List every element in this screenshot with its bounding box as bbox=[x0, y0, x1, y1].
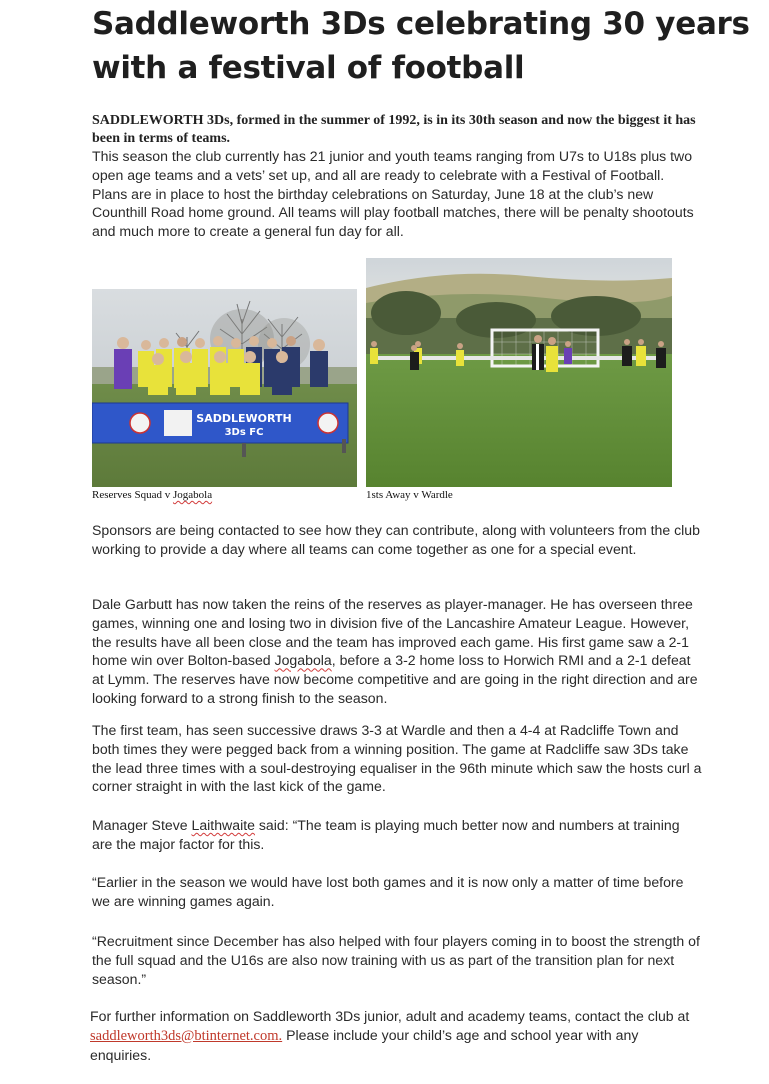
banner-line-2: 3Ds FC bbox=[224, 427, 264, 438]
article-lead: SADDLEWORTH 3Ds, formed in the summer of 1992, is in its 30th season and now the biggest it has been in terms of teams. bbox=[92, 113, 696, 146]
banner-line-1: SADDLEWORTH bbox=[196, 412, 292, 425]
paragraph-sponsors: Sponsors are being contacted to see how they can contribute, along with volunteers from the club working to provide a day where all teams can come together as one for a special event. bbox=[92, 522, 700, 557]
article-title: Saddleworth 3Ds celebrating 30 years with a festival of football bbox=[92, 6, 750, 86]
first-team-photo-caption: 1sts Away v Wardle bbox=[366, 489, 453, 501]
paragraph-manager-quote: Manager Steve Laithwaite said: “The team is playing much better now and numbers at training are the major factor for this. bbox=[92, 817, 680, 852]
reserves-squad-photo bbox=[92, 289, 357, 487]
paragraph-festival: This season the club currently has 21 junior and youth teams ranging from U7s to U18s plus two open age teams and a vets’ set up, and all are ready to celebrate with a Festival of Football. Plans are in place to host the birthday celebrations on Saturday, June 18 at the club’s new Counthill Road home ground. All teams will play football matches, there will be penalty shootouts and much more to create a general fun day for all. bbox=[92, 148, 694, 240]
paragraph-reserves: Dale Garbutt has now taken the reins of the reserves as player-manager. He has overseen three games, winning one and losing two in division five of the Lancashire Amateur League. However, the results have all been close and the team has improved each game. His first game saw a 2-1 home win over Bolton-based Jogabola, before a 3-2 home loss to Horwich RMI and a 2-1 defeat at Lymm. The reserves have now become competitive and are going in the right direction and are looking forward to a strong finish to the season. bbox=[92, 596, 698, 706]
first-team-match-photo bbox=[366, 258, 672, 487]
paragraph-first-team: The first team, has seen successive draws 3-3 at Wardle and then a 4-4 at Radcliffe Town and both times they were pegged back from a winning position. The game at Radcliffe saw 3Ds take the lead three times with a soul-destroying equaliser in the 96th minute which saw the hosts curl a corner straight in with the last kick of the game. bbox=[92, 722, 702, 795]
contact-email-link[interactable]: saddleworth3ds@btinternet.com. bbox=[90, 1027, 283, 1044]
paragraph-quote-recruitment: “Recruitment since December has also helped with four players coming in to boost the strength of the full squad and the U16s are also now training with us as part of the transition plan for next season.” bbox=[92, 933, 700, 987]
paragraph-contact: For further information on Saddleworth 3Ds junior, adult and academy teams, contact the club at saddleworth3ds@btinternet.com. Please include your child’s age and school year with any enquiries. bbox=[90, 1008, 690, 1063]
reserves-photo-caption: Reserves Squad v Jogabola bbox=[92, 489, 213, 501]
paragraph-quote-earlier: “Earlier in the season we would have lost both games and it is now only a matter of time before we are winning games again. bbox=[92, 874, 684, 909]
